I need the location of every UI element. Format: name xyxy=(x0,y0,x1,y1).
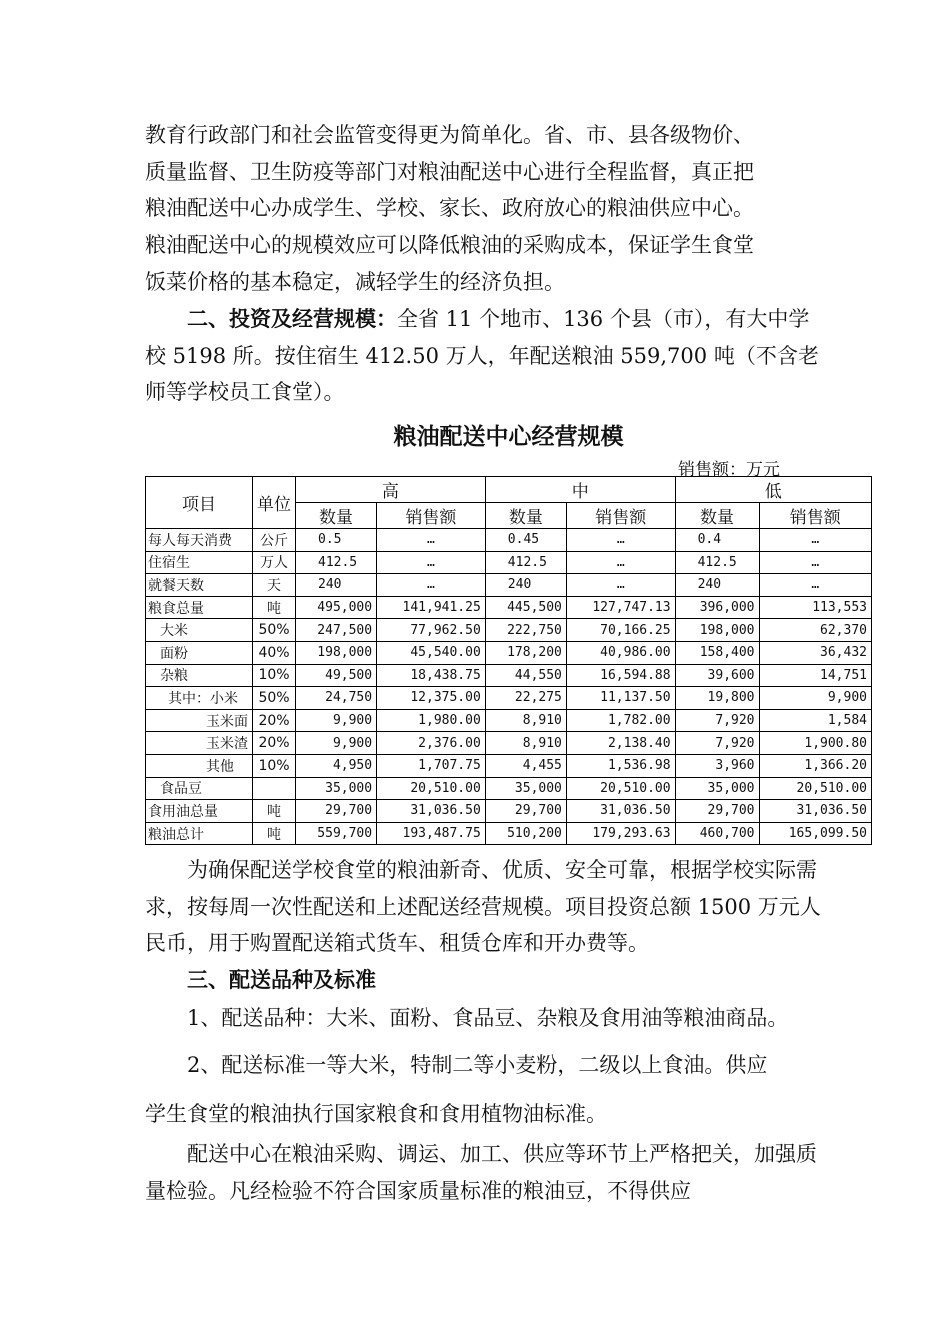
row-unit: 40% xyxy=(253,641,296,664)
section2-paragraph xyxy=(145,301,825,411)
table-row xyxy=(146,822,872,845)
cell-sales: … xyxy=(759,529,871,552)
cell-quantity: 35,000 xyxy=(296,777,377,800)
row-label: 大米 xyxy=(146,619,253,642)
cell-sales: 20,510.00 xyxy=(759,777,871,800)
table-row xyxy=(146,687,872,710)
row-unit: 20% xyxy=(253,709,296,732)
cell-quantity: 460,700 xyxy=(675,822,759,845)
cell-quantity: 44,550 xyxy=(485,664,566,687)
cell-quantity: 240 xyxy=(296,574,377,597)
cell-quantity: 8,910 xyxy=(485,732,566,755)
cell-quantity: 49,500 xyxy=(296,664,377,687)
cell-sales: 113,553 xyxy=(759,596,871,619)
row-unit: 万人 xyxy=(253,551,296,574)
cell-sales: … xyxy=(566,529,675,552)
intro-line: 粮油配送中心的规模效应可以降低粮油的采购成本，保证学生食堂 xyxy=(145,233,754,258)
cell-quantity: 0.4 xyxy=(675,529,759,552)
row-unit xyxy=(253,777,296,800)
table-row xyxy=(146,574,872,597)
cell-quantity: 29,700 xyxy=(675,800,759,823)
table-row xyxy=(146,596,872,619)
row-label: 食用油总量 xyxy=(146,800,253,823)
table-row xyxy=(146,732,872,755)
row-label: 杂粮 xyxy=(146,664,253,687)
header-sales: 销售额 xyxy=(566,503,675,529)
cell-sales: 20,510.00 xyxy=(377,777,486,800)
cell-quantity: 247,500 xyxy=(296,619,377,642)
item2-line2: 学生食堂的粮油执行国家粮食和食用植物油标准。 xyxy=(145,1102,607,1126)
row-label: 其中：小米 xyxy=(146,687,253,710)
cell-quantity: 0.5 xyxy=(296,529,377,552)
row-label: 玉米面 xyxy=(146,709,253,732)
cell-sales: 70,166.25 xyxy=(566,619,675,642)
cell-sales: 179,293.63 xyxy=(566,822,675,845)
row-unit: 50% xyxy=(253,687,296,710)
cell-quantity: 412.5 xyxy=(675,551,759,574)
intro-paragraph xyxy=(145,117,825,301)
table-row xyxy=(146,529,872,552)
row-label: 粮食总量 xyxy=(146,596,253,619)
cell-sales: 1,366.20 xyxy=(759,754,871,777)
cell-quantity: 35,000 xyxy=(675,777,759,800)
table-unit-note: 销售额：万元 xyxy=(678,460,780,480)
cell-sales: 45,540.00 xyxy=(377,641,486,664)
final-paragraph: 配送中心在粮油采购、调运、加工、供应等环节上严格把关，加强质量检验。凡经检验不符合国家质量标准的粮油豆，不得供应 xyxy=(145,1142,817,1203)
cell-sales: 11,137.50 xyxy=(566,687,675,710)
row-unit: 10% xyxy=(253,664,296,687)
cell-quantity: 3,960 xyxy=(675,754,759,777)
cell-sales: 62,370 xyxy=(759,619,871,642)
cell-quantity: 396,000 xyxy=(675,596,759,619)
header-quantity: 数量 xyxy=(296,503,377,529)
cell-sales: 1,584 xyxy=(759,709,871,732)
cell-quantity: 0.45 xyxy=(485,529,566,552)
table-body xyxy=(146,529,872,845)
table-row xyxy=(146,619,872,642)
cell-sales: 36,432 xyxy=(759,641,871,664)
header-sales: 销售额 xyxy=(759,503,871,529)
table-row xyxy=(146,664,872,687)
cell-quantity: 510,200 xyxy=(485,822,566,845)
cell-quantity: 35,000 xyxy=(485,777,566,800)
item1-paragraph: 1、配送品种：大米、面粉、食品豆、杂粮及食用油等粮油商品。 xyxy=(187,1006,789,1030)
cell-sales: 18,438.75 xyxy=(377,664,486,687)
row-label: 粮油总计 xyxy=(146,822,253,845)
row-unit: 吨 xyxy=(253,822,296,845)
row-unit: 10% xyxy=(253,754,296,777)
cell-sales: 193,487.75 xyxy=(377,822,486,845)
cell-sales: 12,375.00 xyxy=(377,687,486,710)
cell-quantity: 7,920 xyxy=(675,709,759,732)
cell-sales: 77,962.50 xyxy=(377,619,486,642)
cell-quantity: 29,700 xyxy=(296,800,377,823)
cell-quantity: 9,900 xyxy=(296,709,377,732)
cell-sales: … xyxy=(377,574,486,597)
table-title: 粮油配送中心经营规模 xyxy=(393,424,624,450)
row-label: 食品豆 xyxy=(146,777,253,800)
row-label: 住宿生 xyxy=(146,551,253,574)
header-unit: 单位 xyxy=(253,477,296,529)
cell-sales: 31,036.50 xyxy=(566,800,675,823)
operation-scale-table xyxy=(145,476,872,845)
row-unit: 吨 xyxy=(253,800,296,823)
row-label: 就餐天数 xyxy=(146,574,253,597)
row-label: 其他 xyxy=(146,754,253,777)
table-row xyxy=(146,641,872,664)
cell-quantity: 412.5 xyxy=(296,551,377,574)
cell-sales: … xyxy=(759,551,871,574)
cell-sales: … xyxy=(759,574,871,597)
row-unit: 50% xyxy=(253,619,296,642)
row-unit: 吨 xyxy=(253,596,296,619)
cell-quantity: 559,700 xyxy=(296,822,377,845)
cell-quantity: 39,600 xyxy=(675,664,759,687)
cell-sales: 1,707.75 xyxy=(377,754,486,777)
cell-quantity: 178,200 xyxy=(485,641,566,664)
table-row xyxy=(146,551,872,574)
intro-line: 粮油配送中心办成学生、学校、家长、政府放心的粮油供应中心。 xyxy=(145,196,754,221)
row-label: 每人每天消费 xyxy=(146,529,253,552)
row-label: 玉米渣 xyxy=(146,732,253,755)
cell-quantity: 19,800 xyxy=(675,687,759,710)
cell-quantity: 445,500 xyxy=(485,596,566,619)
cell-sales: … xyxy=(377,529,486,552)
cell-sales: 1,900.80 xyxy=(759,732,871,755)
section2-heading: 二、投资及经营规模： xyxy=(187,306,397,331)
section2-text: 全省 11 个地市、136 个县（市），有大中学校 5198 所。按住宿生 412.50 万人，年配送粮油 559,700 吨（不含老师等学校员工食堂）。 xyxy=(145,307,819,405)
table-row xyxy=(146,777,872,800)
cell-quantity: 198,000 xyxy=(675,619,759,642)
intro-line: 饭菜价格的基本稳定，减轻学生的经济负担。 xyxy=(145,269,565,294)
cell-sales: 2,138.40 xyxy=(566,732,675,755)
cell-quantity: 29,700 xyxy=(485,800,566,823)
intro-line: 教育行政部门和社会监管变得更为简单化。省、市、县各级物价、 xyxy=(145,123,754,147)
cell-quantity: 4,455 xyxy=(485,754,566,777)
cell-quantity: 7,920 xyxy=(675,732,759,755)
cell-quantity: 9,900 xyxy=(296,732,377,755)
cell-quantity: 495,000 xyxy=(296,596,377,619)
cell-sales: 1,782.00 xyxy=(566,709,675,732)
cell-sales: 2,376.00 xyxy=(377,732,486,755)
cell-quantity: 24,750 xyxy=(296,687,377,710)
cell-quantity: 240 xyxy=(485,574,566,597)
header-quantity: 数量 xyxy=(675,503,759,529)
cell-quantity: 4,950 xyxy=(296,754,377,777)
cell-quantity: 198,000 xyxy=(296,641,377,664)
row-unit: 20% xyxy=(253,732,296,755)
cell-sales: 14,751 xyxy=(759,664,871,687)
row-label: 面粉 xyxy=(146,641,253,664)
section3-heading: 三、配送品种及标准 xyxy=(187,967,376,992)
after-table-paragraph: 为确保配送学校食堂的粮油新奇、优质、安全可靠，根据学校实际需求，按每周一次性配送和上述配送经营规模。项目投资总额 1500 万元人民币，用于购置配送箱式货车、租赁仓库和开办费等。 xyxy=(145,858,821,956)
cell-quantity: 412.5 xyxy=(485,551,566,574)
intro-line: 质量监督、卫生防疫等部门对粮油配送中心进行全程监督，真正把 xyxy=(145,159,754,184)
cell-sales: 31,036.50 xyxy=(377,800,486,823)
row-unit: 天 xyxy=(253,574,296,597)
cell-sales: … xyxy=(377,551,486,574)
cell-sales: 141,941.25 xyxy=(377,596,486,619)
cell-quantity: 240 xyxy=(675,574,759,597)
table-row xyxy=(146,709,872,732)
cell-sales: 20,510.00 xyxy=(566,777,675,800)
cell-sales: 165,099.50 xyxy=(759,822,871,845)
cell-sales: 31,036.50 xyxy=(759,800,871,823)
header-sales: 销售额 xyxy=(377,503,486,529)
cell-sales: 16,594.88 xyxy=(566,664,675,687)
item2-line1: 2、配送标准一等大米，特制二等小麦粉，二级以上食油。供应 xyxy=(187,1053,768,1077)
cell-sales: 1,980.00 xyxy=(377,709,486,732)
cell-sales: 127,747.13 xyxy=(566,596,675,619)
cell-quantity: 222,750 xyxy=(485,619,566,642)
cell-sales: … xyxy=(566,574,675,597)
header-group-mid: 中 xyxy=(485,477,675,503)
cell-sales: … xyxy=(566,551,675,574)
cell-quantity: 158,400 xyxy=(675,641,759,664)
cell-quantity: 8,910 xyxy=(485,709,566,732)
table-row xyxy=(146,754,872,777)
header-item: 项目 xyxy=(146,477,253,529)
header-group-low: 低 xyxy=(675,477,871,503)
cell-sales: 9,900 xyxy=(759,687,871,710)
cell-sales: 1,536.98 xyxy=(566,754,675,777)
table-row xyxy=(146,800,872,823)
row-unit: 公斤 xyxy=(253,529,296,552)
header-group-high: 高 xyxy=(296,477,486,503)
header-quantity: 数量 xyxy=(485,503,566,529)
cell-sales: 40,986.00 xyxy=(566,641,675,664)
cell-quantity: 22,275 xyxy=(485,687,566,710)
